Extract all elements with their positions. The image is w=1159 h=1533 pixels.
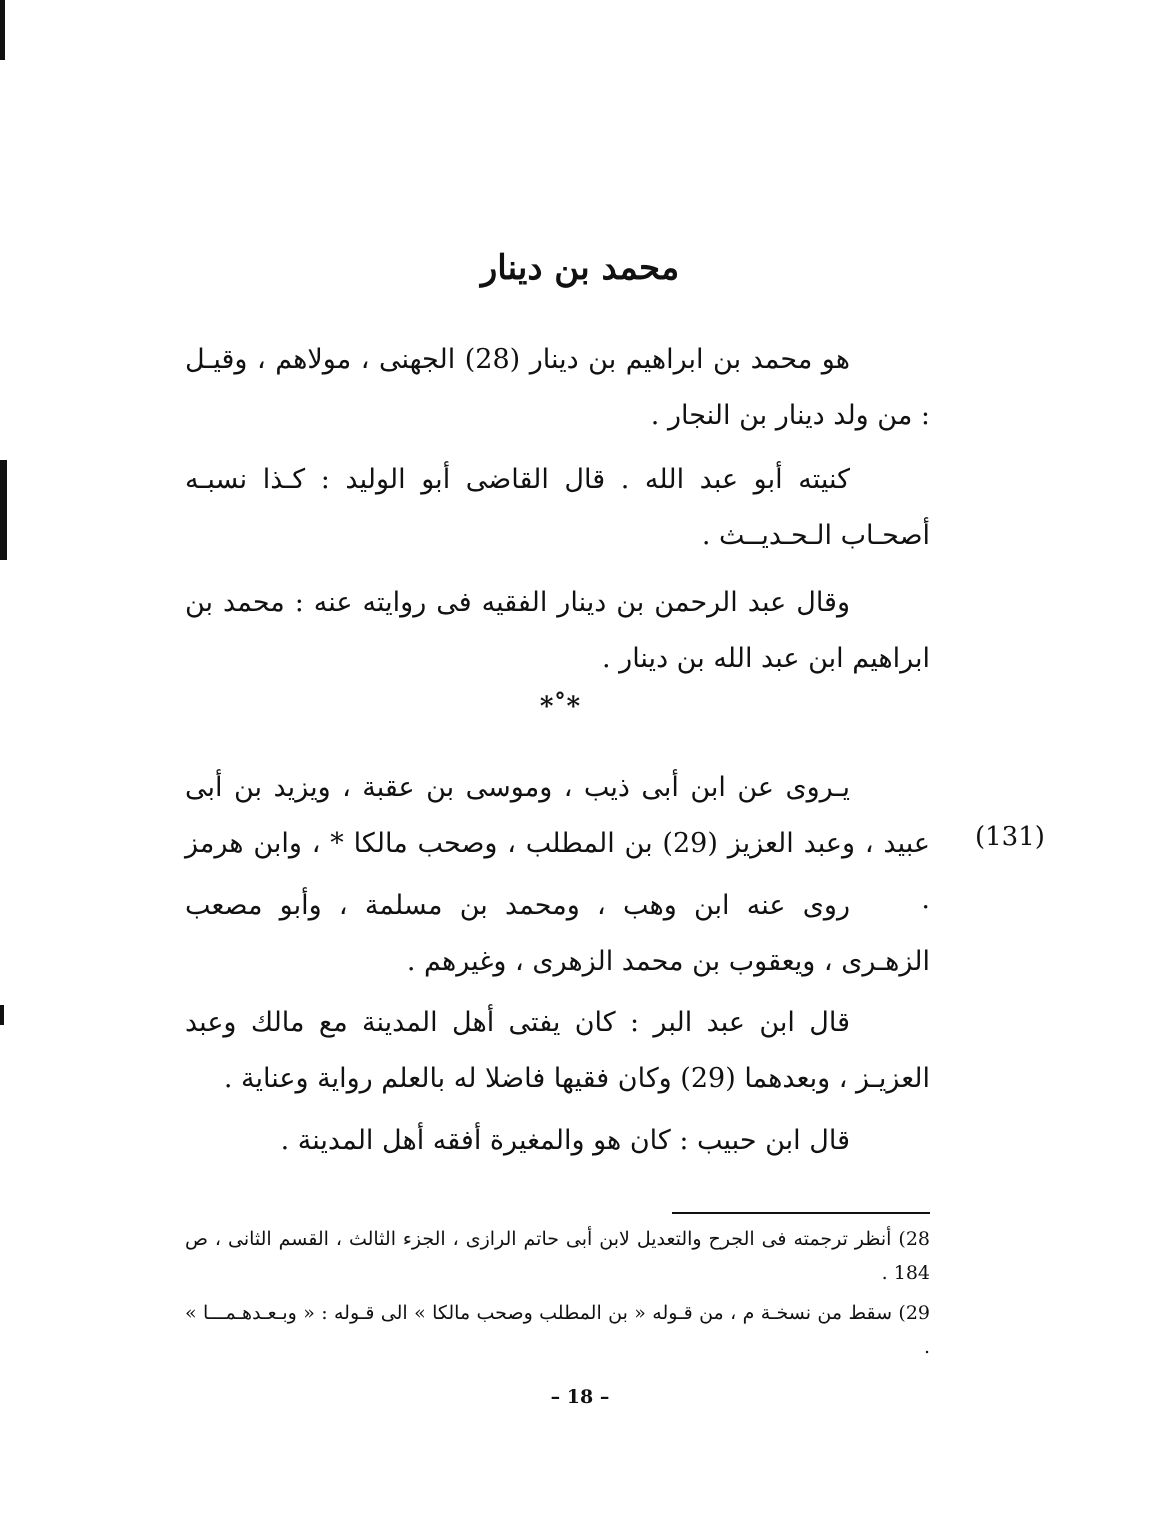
paragraph-text: وقال عبد الرحمن بن دينار الفقيه فى روايته عنه : محمد بن ابراهيم ابن عبد الله بن دينار . [185, 587, 930, 674]
paragraph-text: روى عنه ابن وهب ، ومحمد بن مسلمة ، وأبو مصعب الزهـرى ، ويعقوب بن محمد الزهرى ، وغيرهم . [185, 890, 930, 977]
paragraph-text: قال ابن حبيب : كان هو والمغيرة أفقه أهل المدينة . [280, 1125, 850, 1156]
paragraph-text: كنيته أبو عبد الله . قال القاضى أبو الوليد : كـذا نسبـه أصحـاب الـحـديــث . [185, 464, 930, 551]
paragraph-5 [185, 878, 930, 998]
footnote-text: 28) أنظر ترجمته فى الجرح والتعديل لابن أبى حاتم الرازى ، الجزء الثالث ، القسم الثانى ، ص 184 . [185, 1228, 930, 1284]
footnote-text: 29) سقط من نسخـة م ، من قـوله « بن المطلب وصحب مالكا » الى قـوله : « وبـعـدهـمـــا » . [185, 1302, 930, 1358]
paragraph-3 [185, 575, 930, 695]
paragraph-7 [185, 1113, 930, 1177]
section-separator: *˚* [539, 692, 581, 722]
footnote-1 [185, 1222, 930, 1290]
margin-number: (131) [975, 822, 1045, 852]
paragraph-2 [185, 452, 930, 572]
paragraph-text: هو محمد بن ابراهيم بن دينار (28) الجهنى ، مولاهم ، وقيـل : من ولد دينار بن النجار . [185, 344, 930, 431]
page-number: – 18 – [550, 1386, 610, 1408]
paragraph-text: قال ابن عبد البر : كان يفتى أهل المدينة مع مالك وعبد العزيـز ، وبعدهما (29) وكان فقيها فاضلا له بالعلم رواية وعناية . [185, 1007, 930, 1094]
footnote-rule [672, 1212, 930, 1214]
footnote-2 [185, 1296, 930, 1364]
page-title: محمد بن دينار [480, 248, 680, 288]
paragraph-1 [185, 332, 930, 452]
paragraph-text: يـروى عن ابن أبى ذيب ، وموسى بن عقبة ، ويزيد بن أبى عبيد ، وعبد العزيز (29) بن المطلب ، وصحب مالكا * ، وابن هرمز . [185, 772, 930, 915]
paragraph-6 [185, 995, 930, 1115]
